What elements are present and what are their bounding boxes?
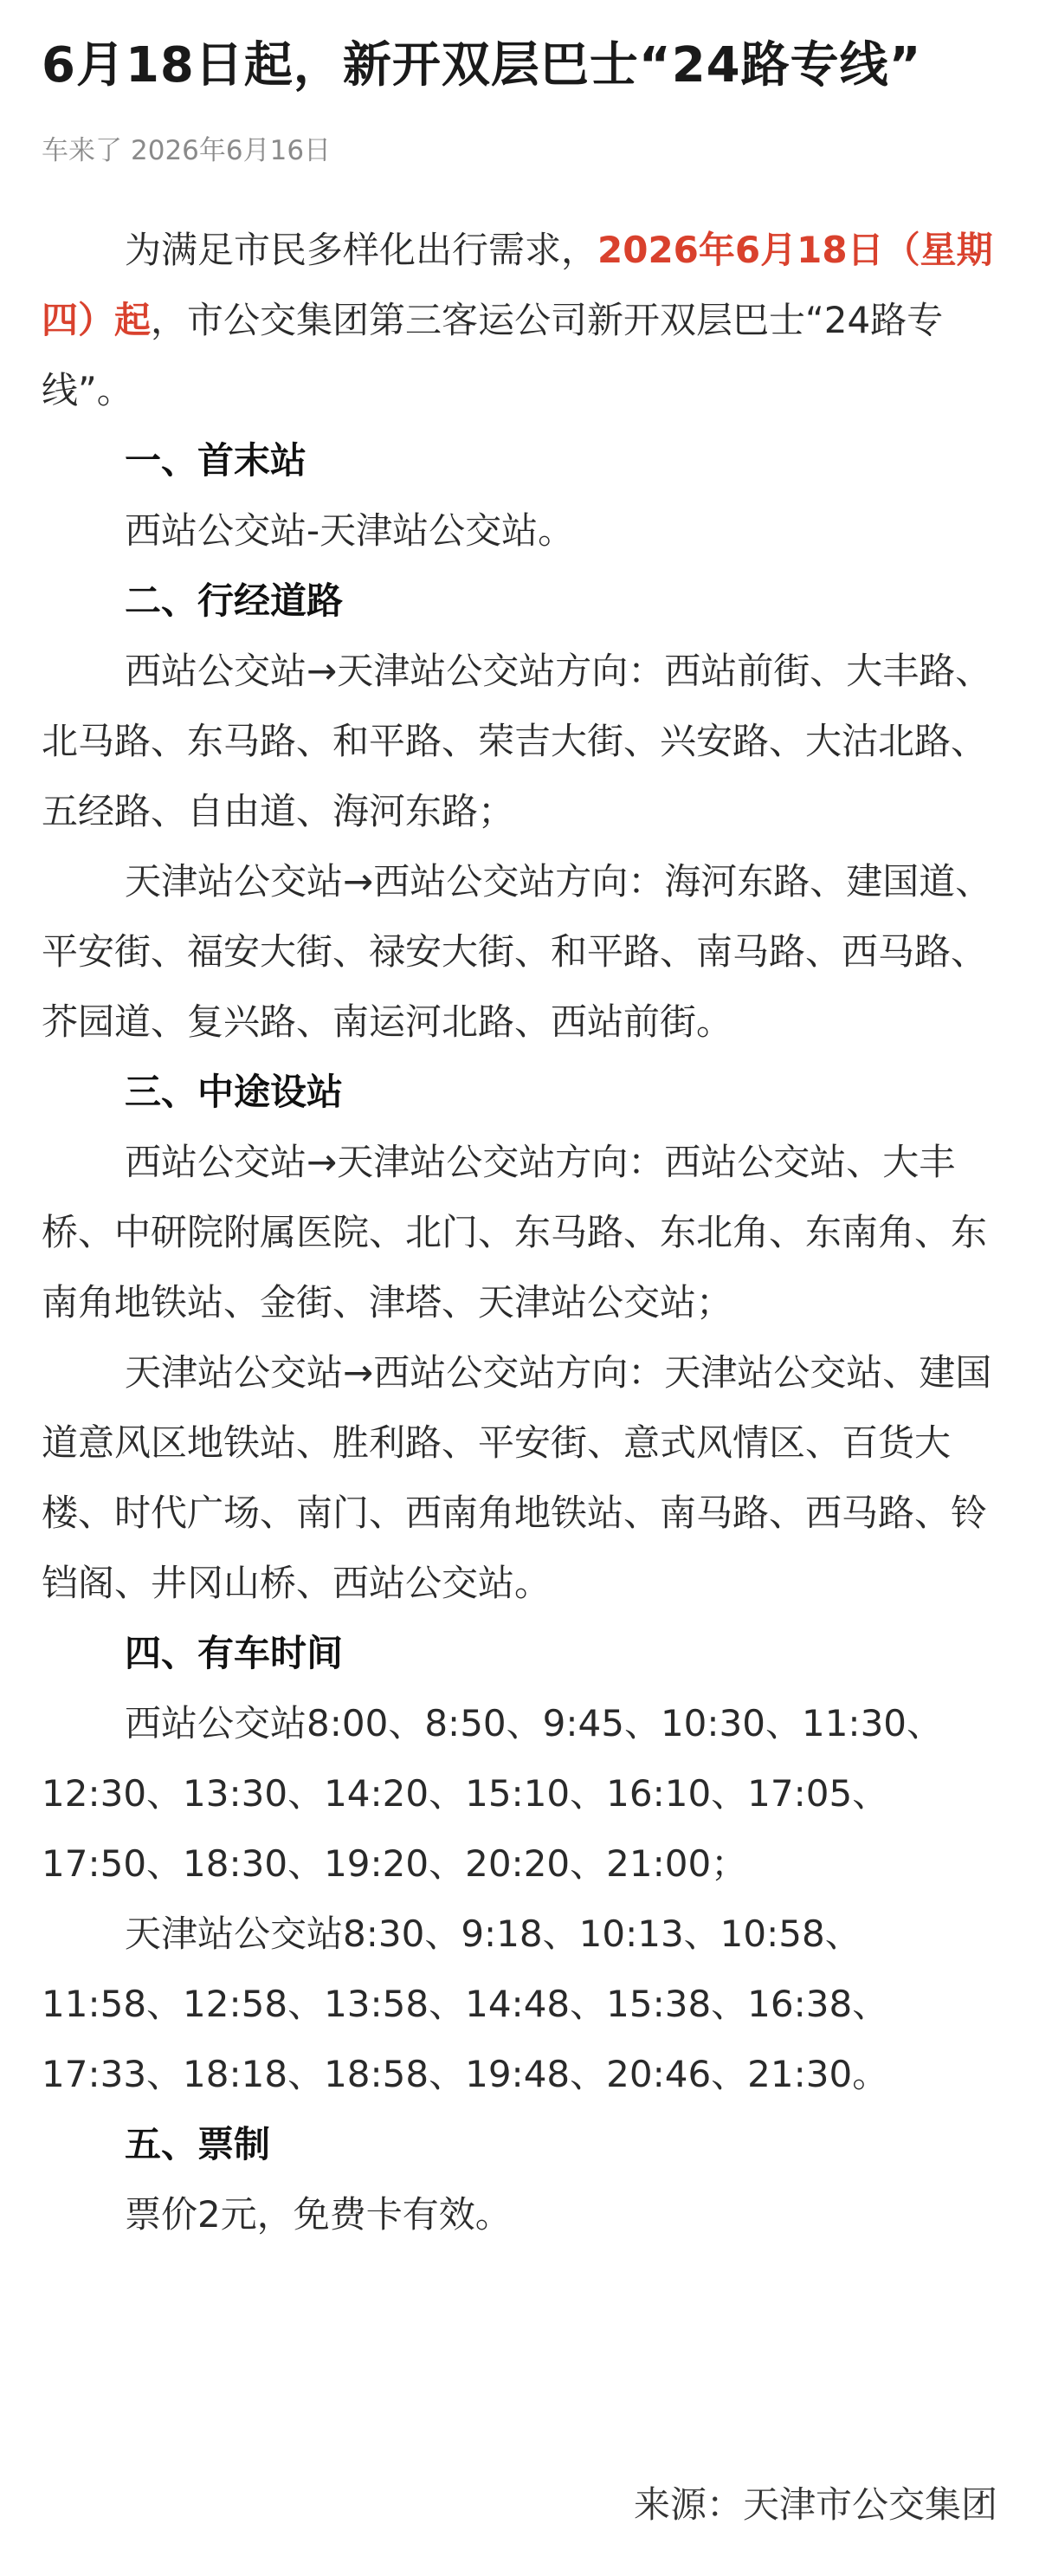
section-paragraph: 天津站公交站8:30、9:18、10:13、10:58、11:58、12:58、13:58、14:48、15:38、16:38、17:33、18:18、18:58、19:48、20:46、21:30。	[42, 1913, 889, 2095]
article-page	[42, 0, 997, 2249]
section-heading: 三、中途设站	[125, 1071, 344, 1113]
intro-text: ，市公交集团第三客运公司新开双层巴士“24路专线”。	[42, 299, 944, 411]
author-link[interactable]: 车来了	[42, 135, 122, 166]
section-heading: 二、行经道路	[125, 579, 344, 622]
section-heading: 一、首末站	[125, 439, 307, 482]
section-paragraph: 西站公交站-天津站公交站。	[125, 509, 575, 552]
article-title: 6月18日起，新开双层巴士“24路专线”	[42, 37, 922, 94]
section-paragraph: 天津站公交站→西站公交站方向：海河东路、建国道、平安街、福安大街、禄安大街、和平路、南马路、西马路、芥园道、复兴路、南运河北路、西站前街。	[42, 860, 992, 1043]
section-heading: 四、有车时间	[125, 1632, 344, 1674]
article-meta	[42, 133, 997, 168]
footer-source: 来源：天津市公交集团	[633, 2483, 997, 2526]
section-heading: 五、票制	[125, 2123, 271, 2165]
article-body	[42, 215, 997, 2249]
publish-date: 2026年6月16日	[131, 135, 332, 166]
section-paragraph: 票价2元，免费卡有效。	[125, 2193, 512, 2236]
section-paragraph: 天津站公交站→西站公交站方向：天津站公交站、建国道意风区地铁站、胜利路、平安街、意式风情区、百货大楼、时代广场、南门、西南角地铁站、南马路、西马路、铃铛阁、井冈山桥、西站公交站。	[42, 1351, 992, 1604]
intro-paragraph	[42, 215, 997, 425]
section-paragraph: 西站公交站8:00、8:50、9:45、10:30、11:30、12:30、13:30、14:20、15:10、16:10、17:05、17:50、18:30、19:20、20:20、21:00；	[42, 1702, 944, 1885]
section-paragraph: 西站公交站→天津站公交站方向：西站前街、大丰路、北马路、东马路、和平路、荣吉大街、兴安路、大沽北路、五经路、自由道、海河东路；	[42, 650, 992, 832]
intro-text: 为满足市民多样化出行需求，	[125, 229, 598, 271]
section-paragraph: 西站公交站→天津站公交站方向：西站公交站、大丰桥、中研院附属医院、北门、东马路、东北角、东南角、东南角地铁站、金街、津塔、天津站公交站；	[42, 1141, 988, 1324]
start-date-highlight: 2026年6月18日（星期四）起	[42, 229, 993, 341]
